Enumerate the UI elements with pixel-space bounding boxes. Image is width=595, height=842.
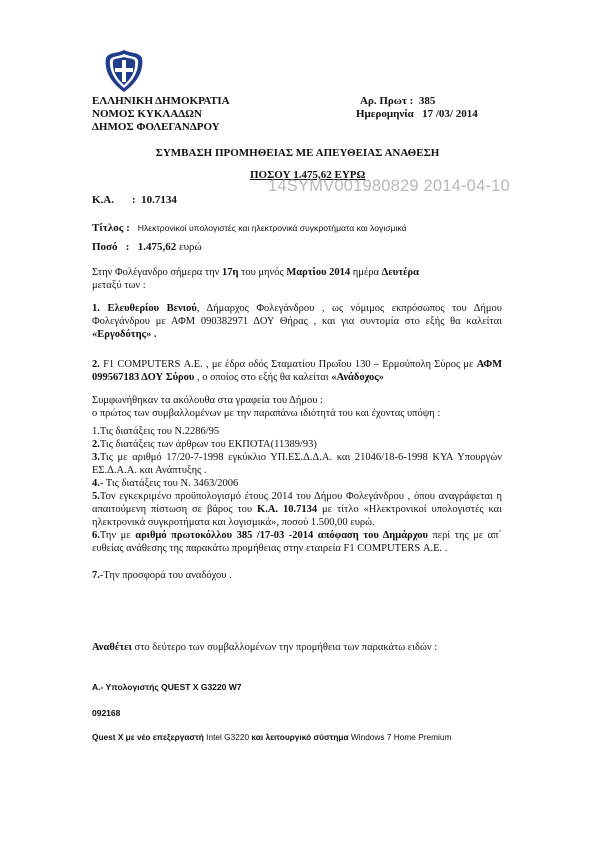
protocol-number: Αρ. Πρωτ : 385 [360, 95, 436, 107]
list-item: 7.-Την προσφορά του αναδόχου . [92, 570, 232, 581]
list-item: 1.Τις διατάξεις του Ν.2286/95 [92, 426, 220, 437]
agreed-paragraph: Συμφωνήθηκαν τα ακόλουθα στα γραφεία του Δήμου : ο πρώτος των συμβαλλομένων με την παραπάνω ιδιότητά του και έχοντας υπόψη : [92, 395, 441, 419]
list-item: 6.Την με αριθμό πρωτοκόλλου 385 /17-03 -2014 απόφαση του Δημάρχου περί της με απ΄ ευθείας ανάθεσης της παρακάτω προμήθειας στην εταιρεία F1 COMPUTERS Α.Ε. . [92, 530, 502, 554]
legal-basis-list [92, 425, 502, 582]
party-one-paragraph: 1. Ελευθερίου Βενιού, Δήμαρχος Φολεγάνδρου , ως νόμιμος εκπρόσωπος του Δήμου Φολεγάνδρου με ΑΦΜ 090382971 ΔΟΥ Θήρας , και για συντομία στο εξής θα καλείται «Εργοδότης» . [92, 303, 503, 340]
header-republic: ΕΛΛΗΝΙΚΗ ΔΗΜΟΚΡΑΤΙΑ [92, 95, 230, 107]
list-item: 4.- Τις διατάξεις του Ν. 3463/2006 [92, 478, 239, 489]
header-prefecture: ΝΟΜΟΣ ΚΥΚΛΑΔΩΝ [92, 108, 202, 120]
title-row: Τίτλος : Ηλεκτρονικοί υπολογιστές και ηλεκτρονικά συγκροτήματα και λογισμικά [92, 222, 407, 234]
amount-row: Ποσό : 1.475,62 ευρώ [92, 241, 202, 253]
party-two-paragraph: 2. F1 COMPUTERS Α.Ε. , με έδρα οδός Σταματίου Πρωΐου 130 – Ερμούπολη Σύρος με ΑΦΜ 099567183 ΔΟΥ Σύρου , ο οποίος στο εξής θα καλείται «Ανάδοχος» [92, 359, 502, 383]
list-item: 2.Τις διατάξεις των άρθρων του ΕΚΠΟΤΑ(11389/93) [92, 439, 317, 450]
document-date: Ημερομηνία 17 /03/ 2014 [356, 108, 478, 120]
intro-paragraph: Στην Φολέγανδρο σήμερα την 17η του μηνός Μαρτίου 2014 ημέρα Δευτέρα μεταξύ των : [92, 267, 419, 291]
product-code: 092168 [92, 708, 121, 718]
product-heading: Α.- Υπολογιστής QUEST X G3220 W7 [92, 682, 242, 692]
ada-watermark: 14SYMV001980829 2014-04-10 [268, 177, 510, 195]
list-item: 5.Τον εγκεκριμένο προϋπολογισμό έτους 2014 του Δήμου Φολεγάνδρου , όπου αναγράφεται η απαιτούμενη πίστωση σε βάρος του Κ.Α. 10.7134 με τίτλο «Ηλεκτρονικοί υπολογιστές και ηλεκτρονικά συγκροτήματα και λογισμικά», ποσού 1.500,00 ευρώ. [92, 491, 502, 528]
assignment-paragraph: Αναθέτει στο δεύτερο των συμβαλλομένων την προμήθεια των παρακάτω ειδών : [92, 642, 438, 653]
header-municipality: ΔΗΜΟΣ ΦΟΛΕΓΑΝΔΡΟΥ [92, 121, 220, 133]
greek-emblem-icon [104, 48, 144, 94]
product-description: Quest X με νέο επεξεργαστή Intel G3220 και λειτουργικό σύστημα Windows 7 Home Premium [92, 732, 452, 742]
contract-amount: ΠΟΣΟΥ 1.475,62 ΕΥΡΩ [250, 169, 366, 181]
ka-row: Κ.Α. : 10.7134 [92, 194, 177, 206]
list-item: 3.Τις με αριθμό 17/20-7-1998 εγκύκλιο ΥΠ.ΕΣ.Δ.Δ.Α. και 21046/18-6-1998 ΚΥΑ Υπουργών ΕΣ.Δ.Α.Α. και Ανάπτυξης . [92, 452, 502, 476]
contract-title: ΣΥΜΒΑΣΗ ΠΡΟΜΗΘΕΙΑΣ ΜΕ ΑΠΕΥΘΕΙΑΣ ΑΝΑΘΕΣΗ [155, 147, 440, 159]
